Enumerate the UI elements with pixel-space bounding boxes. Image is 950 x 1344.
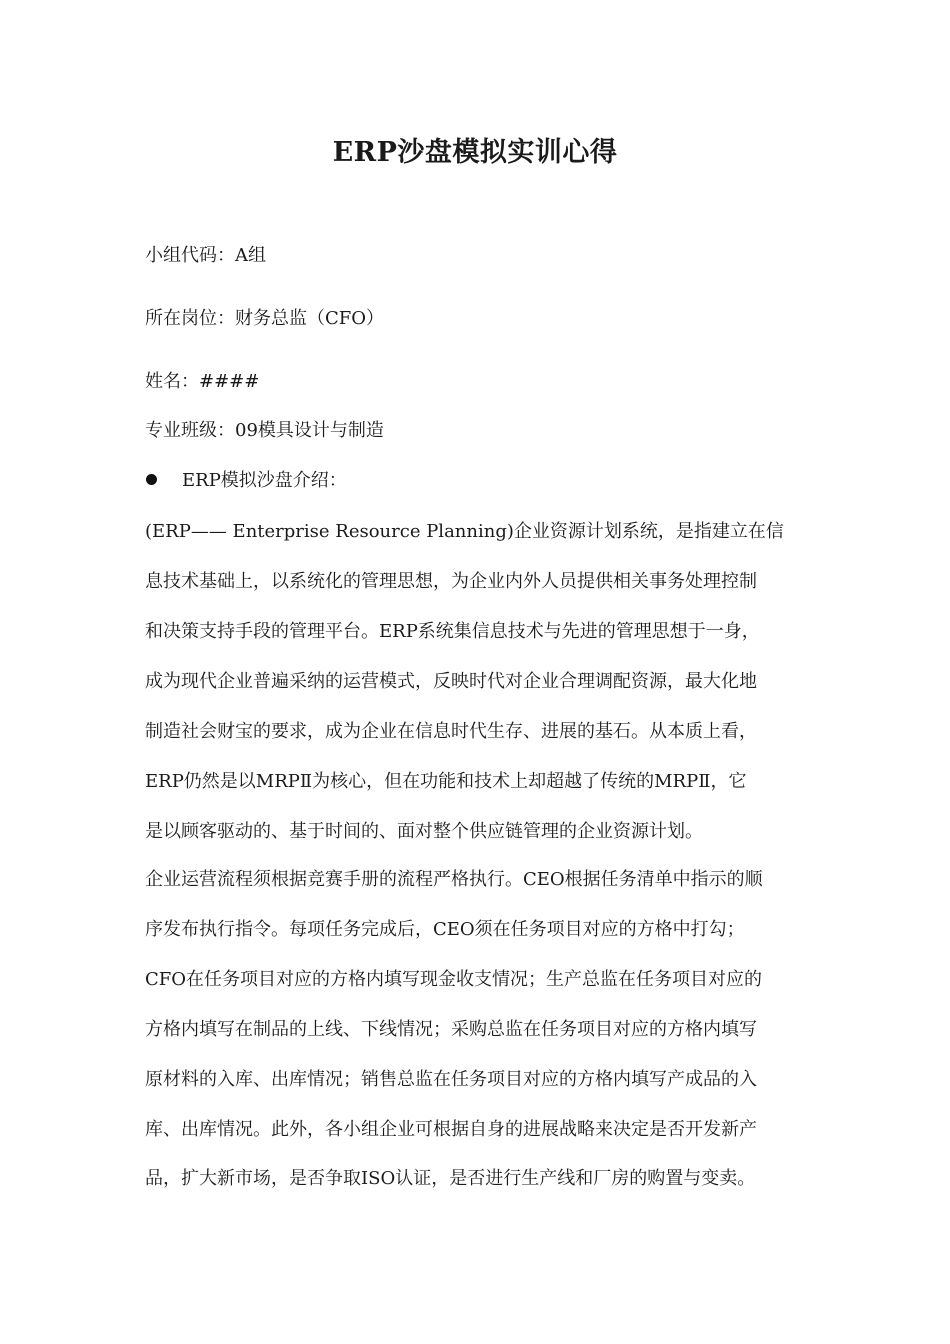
paragraph-line: ERP仍然是以MRPⅡ为核心，但在功能和技术上却超越了传统的MRPⅡ，它 [145,771,747,792]
paragraph-line: 品，扩大新市场，是否争取ISO认证，是否进行生产线和厂房的购置与变卖。 [145,1168,756,1189]
paragraph-line: CFO在任务项目对应的方格内填写现金收支情况；生产总监在任务项目对应的 [145,969,763,990]
paragraph-line: (ERP—— Enterprise Resource Planning)企业资源计划系统，是指建立在信 [145,521,784,542]
paragraph-line: 企业运营流程须根据竞赛手册的流程严格执行。CEO根据任务清单中指示的顺 [145,869,763,890]
paragraph-line: 方格内填写在制品的上线、下线情况；采购总监在任务项目对应的方格内填写 [145,1019,757,1040]
position-line: 所在岗位：财务总监（CFO） [145,308,385,329]
paragraph-line: 是以顾客驱动的、基于时间的、面对整个供应链管理的企业资源计划。 [145,821,703,842]
paragraph-line: 序发布执行指令。每项任务完成后，CEO须在任务项目对应的方格中打勾； [145,919,745,940]
paragraph-line: 息技术基础上，以系统化的管理思想，为企业内外人员提供相关事务处理控制 [145,571,757,592]
major-class-line: 专业班级：09模具设计与制造 [145,420,384,441]
group-code-line: 小组代码：A组 [145,245,266,266]
paragraph-line: 制造社会财宝的要求，成为企业在信息时代生存、进展的基石。从本质上看， [145,721,757,742]
paragraph-line: 和决策支持手段的管理平台。ERP系统集信息技术与先进的管理思想于一身， [145,621,760,642]
bullet-icon [146,474,157,485]
paragraph-line: 库、出库情况。此外，各小组企业可根据自身的进展战略来决定是否开发新产 [145,1119,757,1140]
paragraph-line: 原材料的入库、出库情况；销售总监在任务项目对应的方格内填写产成品的入 [145,1069,757,1090]
document-title: ERP沙盘模拟实训心得 [332,137,618,168]
bullet-heading: ERP模拟沙盘介绍： [182,470,347,491]
name-line: 姓名：#### [145,371,260,392]
paragraph-line: 成为现代企业普遍采纳的运营模式，反映时代对企业合理调配资源，最大化地 [145,671,757,692]
